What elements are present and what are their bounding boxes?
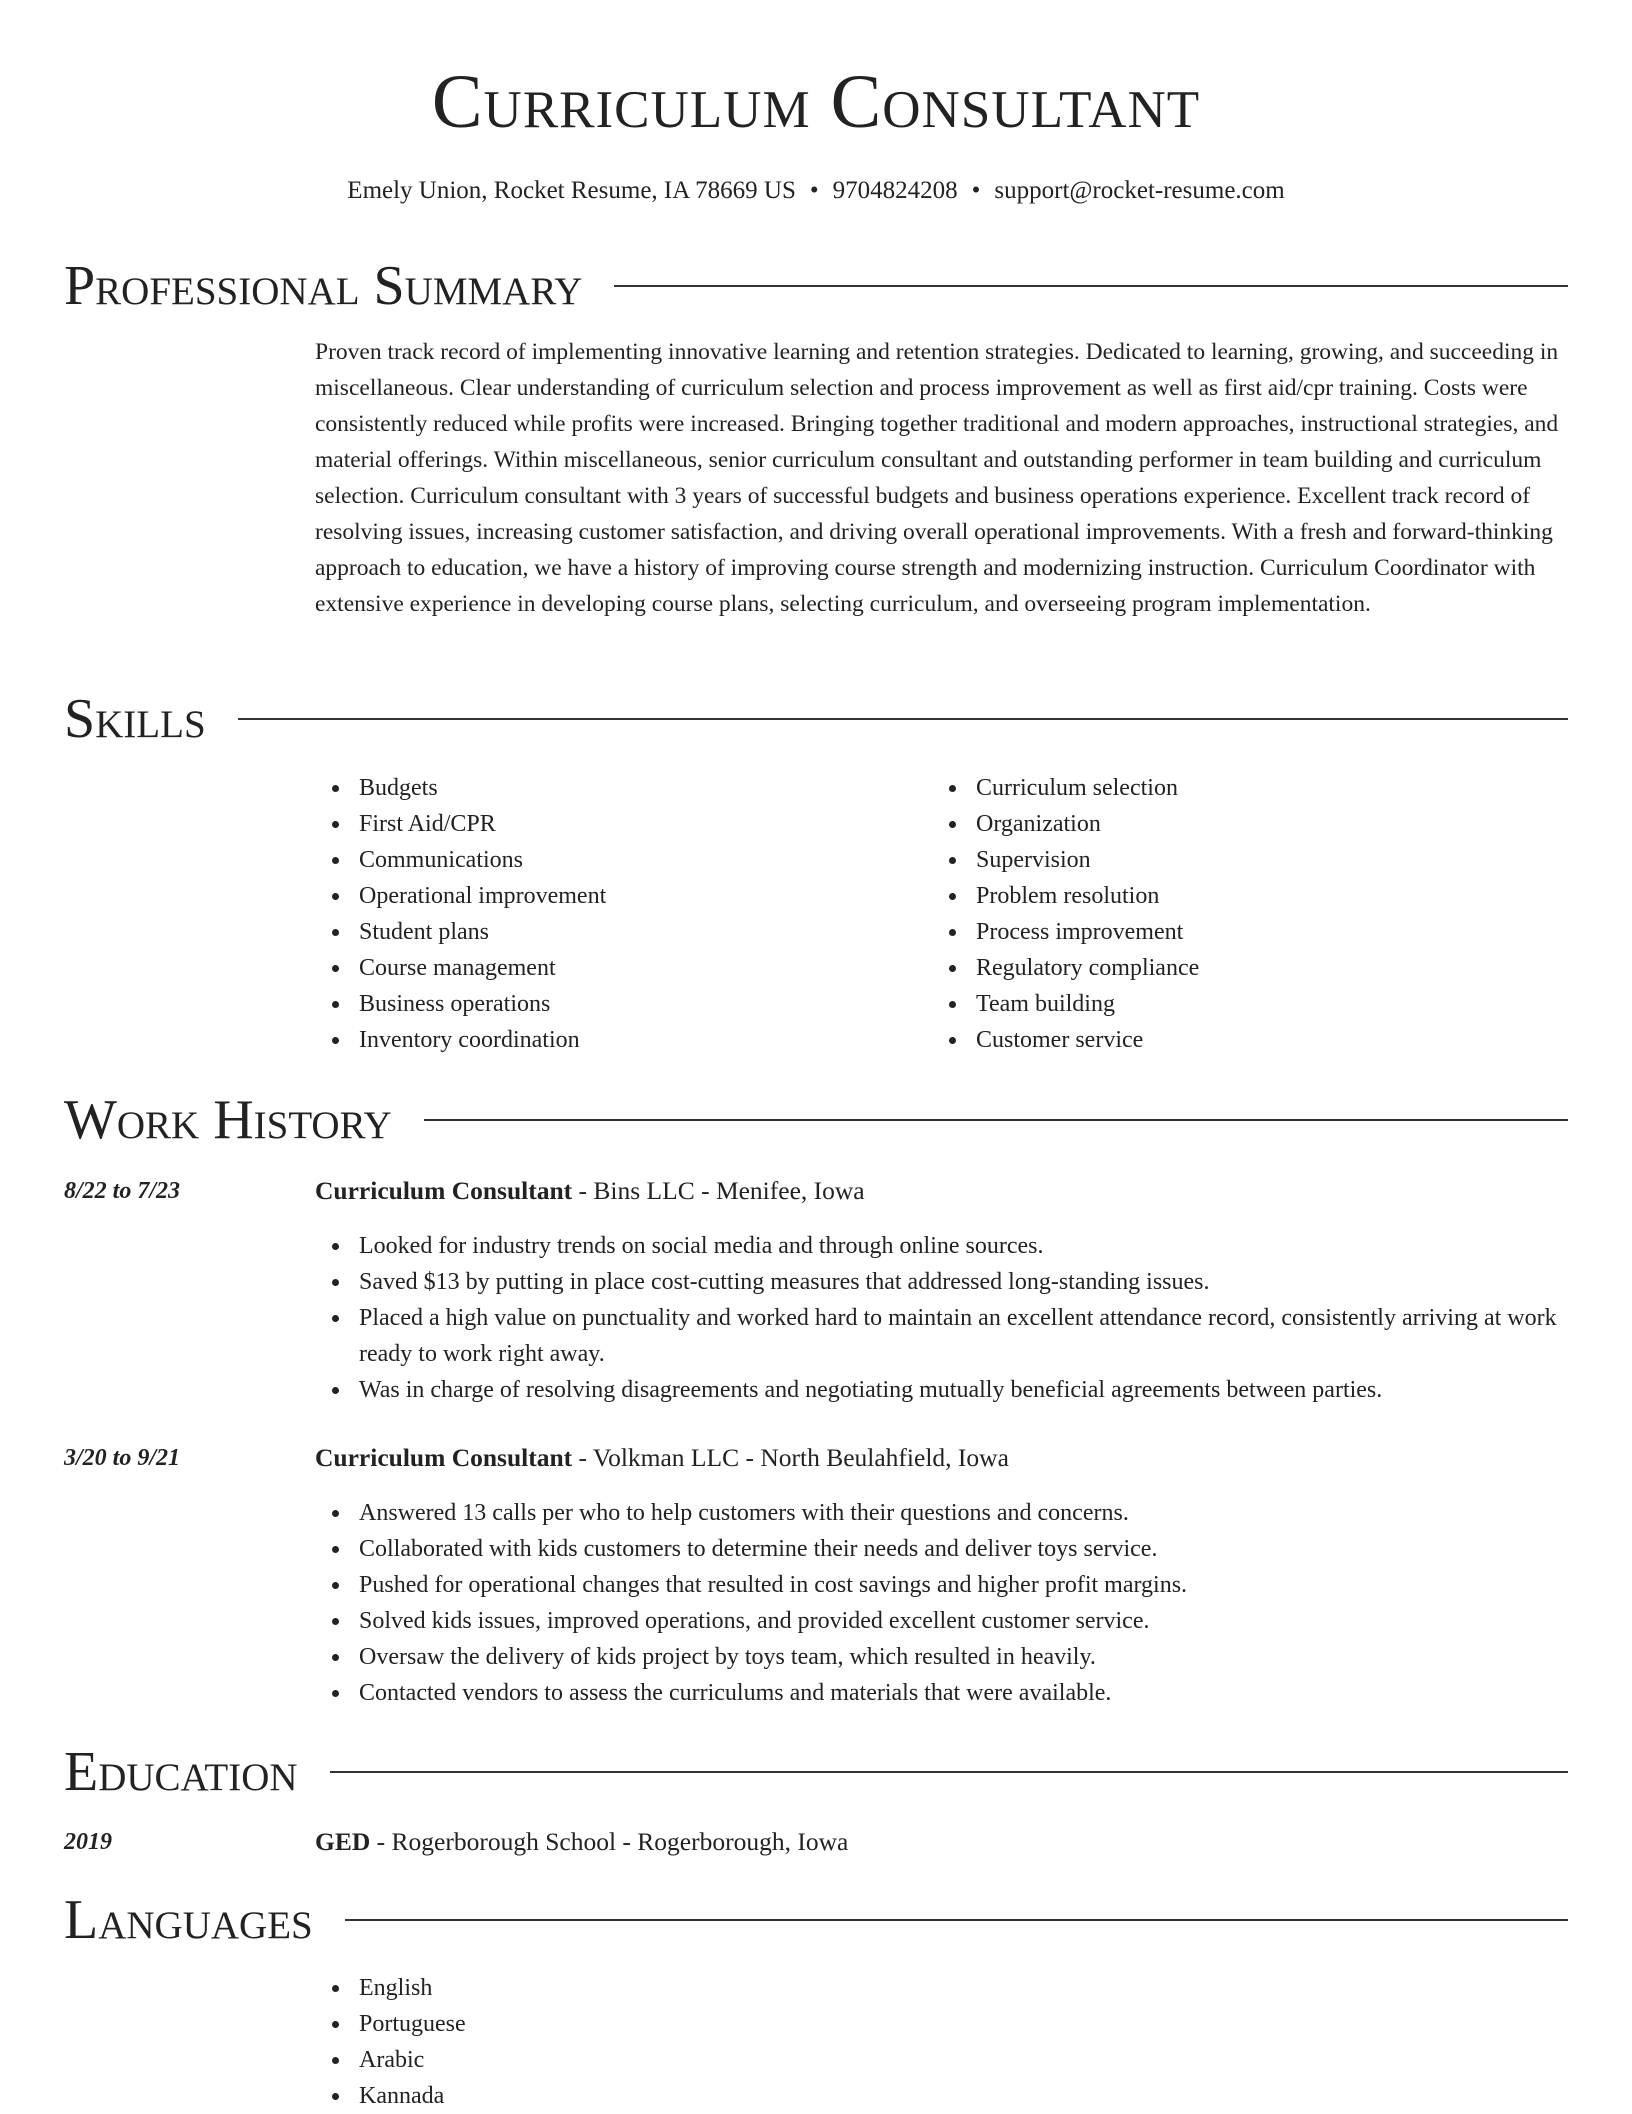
skill-item: Budgets bbox=[359, 770, 919, 806]
skill-item: Communications bbox=[359, 842, 919, 878]
section-heading-summary bbox=[64, 256, 1568, 316]
section-heading-work-history bbox=[64, 1090, 1568, 1150]
contact-email: support@rocket-resume.com bbox=[994, 177, 1285, 204]
contact-separator: • bbox=[971, 177, 981, 204]
skills-list-left bbox=[315, 770, 919, 1058]
skills-list-right bbox=[932, 770, 1576, 1058]
education-line bbox=[315, 1827, 848, 1857]
section-title: Education bbox=[64, 1741, 298, 1803]
section-title: Professional Summary bbox=[64, 255, 583, 317]
skill-item: First Aid/CPR bbox=[359, 806, 919, 842]
job-role: Curriculum Consultant bbox=[315, 1176, 573, 1205]
job-title-line bbox=[315, 1176, 865, 1206]
job-bullet: Oversaw the delivery of kids project by toys team, which resulted in heavily. bbox=[359, 1639, 1614, 1675]
job-bullet: Solved kids issues, improved operations, and provided excellent customer service. bbox=[359, 1603, 1614, 1639]
language-item: Kannada bbox=[359, 2078, 959, 2114]
contact-line bbox=[0, 176, 1632, 206]
job-bullets bbox=[315, 1228, 1614, 1408]
skill-item: Regulatory compliance bbox=[976, 950, 1576, 986]
job-role: Curriculum Consultant bbox=[315, 1443, 573, 1472]
skill-item: Process improvement bbox=[976, 914, 1576, 950]
section-title: Work History bbox=[64, 1089, 392, 1151]
skill-item: Student plans bbox=[359, 914, 919, 950]
section-divider bbox=[330, 1771, 1568, 1773]
skill-item: Business operations bbox=[359, 986, 919, 1022]
skill-item: Supervision bbox=[976, 842, 1576, 878]
skill-item: Customer service bbox=[976, 1022, 1576, 1058]
job-dates: 8/22 to 7/23 bbox=[64, 1178, 181, 1204]
job-dates: 3/20 to 9/21 bbox=[64, 1445, 181, 1471]
job-bullet: Looked for industry trends on social media and through online sources. bbox=[359, 1228, 1614, 1264]
skill-item: Problem resolution bbox=[976, 878, 1576, 914]
language-item: Portuguese bbox=[359, 2006, 959, 2042]
education-school: - Rogerborough School - Rogerborough, Iowa bbox=[370, 1827, 849, 1856]
job-bullet: Answered 13 calls per who to help customers with their questions and concerns. bbox=[359, 1495, 1614, 1531]
job-bullet: Placed a high value on punctuality and worked hard to maintain an excellent attendance record, consistently arriving at work ready to work right away. bbox=[359, 1300, 1614, 1372]
summary-paragraph: Proven track record of implementing innovative learning and retention strategies. Dedicated to learning, growing, and succeeding in miscellaneous. Clear understanding of curriculum selection and process improvement as well as first aid/cpr training. Costs were consistently reduced while profits were increased. Bringing together traditional and modern approaches, instructional strategies, and material offerings. Within miscellaneous, senior curriculum consultant and outstanding performer in team building and curriculum selection. Curriculum consultant with 3 years of successful budgets and business operations experience. Excellent track record of resolving issues, increasing customer satisfaction, and driving overall operational improvements. With a fresh and forward-thinking approach to education, we have a history of improving course strength and modernizing instruction. Curriculum Coordinator with extensive experience in developing course plans, selecting curriculum, and overseeing program implementation. bbox=[315, 339, 1559, 617]
job-bullet: Contacted vendors to assess the curriculums and materials that were available. bbox=[359, 1675, 1614, 1711]
section-title: Languages bbox=[64, 1889, 313, 1951]
section-title: Skills bbox=[64, 688, 206, 750]
skill-item: Curriculum selection bbox=[976, 770, 1576, 806]
section-heading-languages bbox=[64, 1890, 1568, 1950]
education-year: 2019 bbox=[64, 1829, 112, 1855]
job-bullet: Was in charge of resolving disagreements and negotiating mutually beneficial agreements between parties. bbox=[359, 1372, 1614, 1408]
skill-item: Course management bbox=[359, 950, 919, 986]
contact-address: Emely Union, Rocket Resume, IA 78669 US bbox=[347, 177, 796, 204]
job-bullet: Collaborated with kids customers to determine their needs and deliver toys service. bbox=[359, 1531, 1614, 1567]
skill-item: Team building bbox=[976, 986, 1576, 1022]
job-employer: - Volkman LLC - North Beulahfield, Iowa bbox=[572, 1443, 1009, 1472]
languages-list bbox=[315, 1970, 959, 2114]
section-divider bbox=[614, 285, 1568, 287]
section-heading-skills bbox=[64, 689, 1568, 749]
skill-item: Inventory coordination bbox=[359, 1022, 919, 1058]
job-title-line bbox=[315, 1443, 1009, 1473]
section-divider bbox=[238, 718, 1568, 720]
job-bullet: Pushed for operational changes that resulted in cost savings and higher profit margins. bbox=[359, 1567, 1614, 1603]
job-bullet: Saved $13 by putting in place cost-cutting measures that addressed long-standing issues. bbox=[359, 1264, 1614, 1300]
education-degree: GED bbox=[315, 1827, 371, 1856]
section-divider bbox=[424, 1119, 1568, 1121]
job-bullets bbox=[315, 1495, 1614, 1711]
skill-item: Organization bbox=[976, 806, 1576, 842]
section-heading-education bbox=[64, 1742, 1568, 1802]
section-divider bbox=[345, 1919, 1568, 1921]
contact-phone: 9704824208 bbox=[832, 177, 958, 204]
language-item: English bbox=[359, 1970, 959, 2006]
job-employer: - Bins LLC - Menifee, Iowa bbox=[572, 1176, 865, 1205]
language-item: Arabic bbox=[359, 2042, 959, 2078]
resume-name-title: Curriculum Consultant bbox=[431, 60, 1201, 144]
contact-separator: • bbox=[809, 177, 819, 204]
skill-item: Operational improvement bbox=[359, 878, 919, 914]
